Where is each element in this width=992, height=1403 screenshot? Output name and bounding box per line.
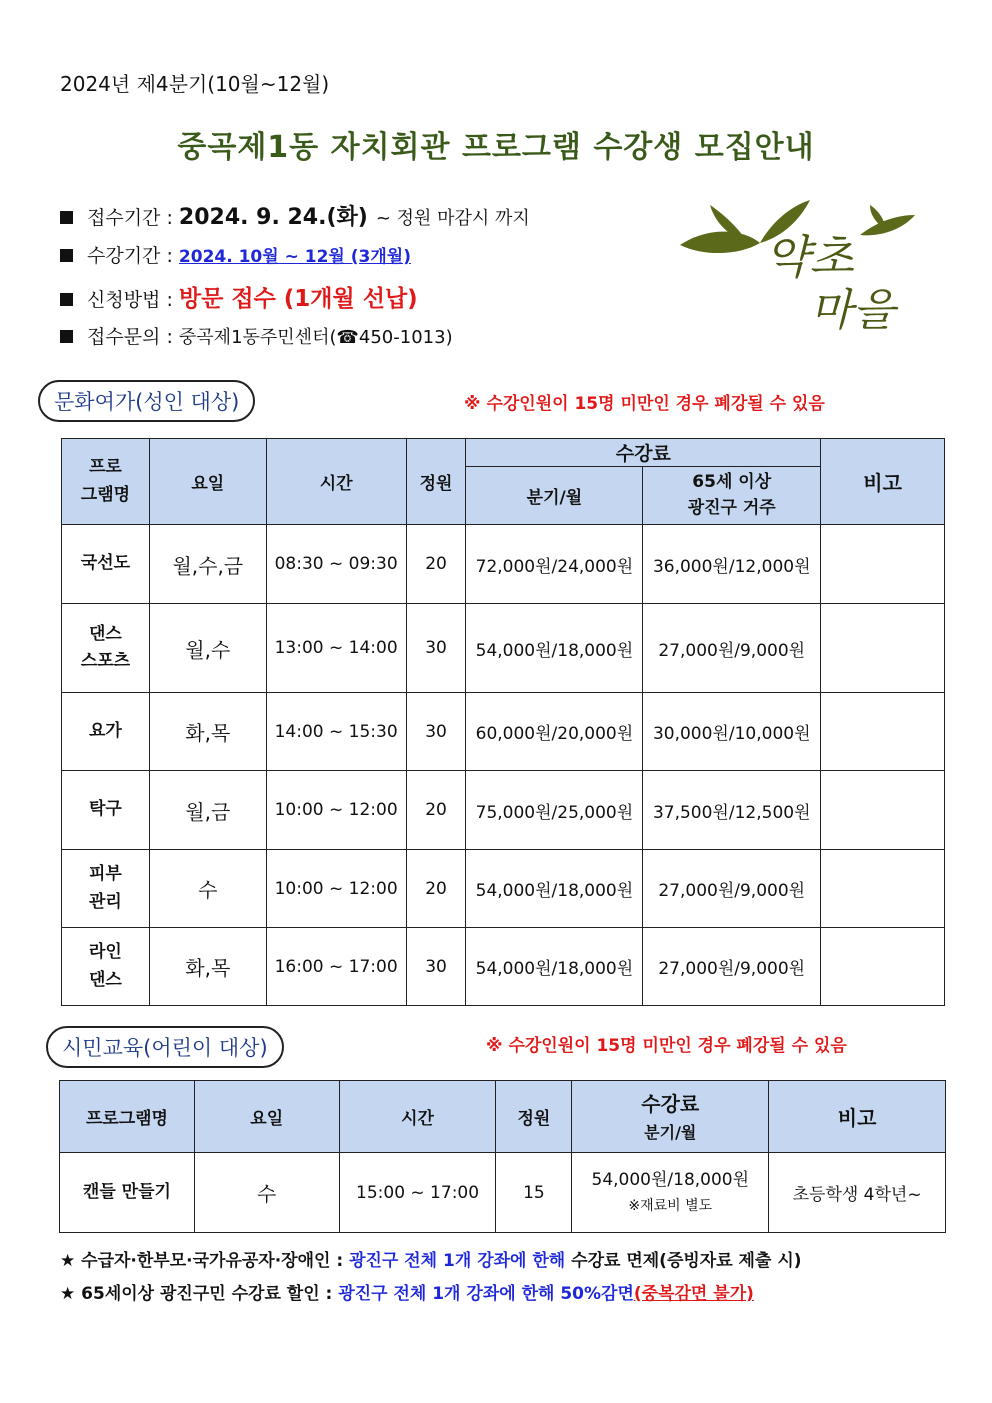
quarter-label: 2024년 제4분기(10월~12월) [60, 72, 330, 96]
program-note: 초등학생 4학년~ [769, 1153, 946, 1233]
reception-date: 2024. 9. 24.(화) [178, 205, 368, 230]
program-fee: 54,000원/18,000원 [466, 604, 643, 693]
program-capacity: 20 [406, 850, 466, 928]
table-row [60, 1153, 946, 1233]
program-day: 화,목 [149, 693, 266, 771]
square-bullet-icon [60, 211, 73, 224]
info-apply [60, 280, 418, 313]
logo-text-line1: 약초 [765, 230, 854, 284]
program-fee-senior: 37,500원/12,500원 [643, 771, 821, 850]
program-day: 수 [149, 850, 266, 928]
section-title-culture: 문화여가(성인 대상) [38, 380, 255, 422]
program-fee: 54,000원/18,000원 [466, 928, 643, 1006]
program-time: 08:30 ~ 09:30 [266, 525, 406, 604]
course-label: 수강기간 : [87, 245, 173, 267]
program-fee-senior: 27,000원/9,000원 [643, 604, 821, 693]
program-fee: 75,000원/25,000원 [466, 771, 643, 850]
closure-notice: ※ 수강인원이 15명 미만인 경우 폐강될 수 있음 [464, 394, 825, 414]
program-time: 13:00 ~ 14:00 [266, 604, 406, 693]
program-capacity: 30 [406, 693, 466, 771]
program-fee: 60,000원/20,000원 [466, 693, 643, 771]
info-inquiry [60, 322, 453, 349]
program-name: 댄스 스포츠 [62, 604, 150, 693]
program-time: 10:00 ~ 12:00 [266, 850, 406, 928]
footer-senior-discount: ★ 65세이상 광진구민 수강료 할인 : 광진구 전체 1개 강좌에 한해 50%감면(중복감면 불가) [60, 1284, 754, 1304]
program-note [821, 928, 945, 1006]
program-day: 월,수 [149, 604, 266, 693]
program-fee-senior: 27,000원/9,000원 [643, 928, 821, 1006]
program-day: 월,수,금 [149, 525, 266, 604]
header-capacity: 정원 [406, 439, 466, 525]
square-bullet-icon [60, 249, 73, 262]
program-capacity: 30 [406, 928, 466, 1006]
info-reception [60, 200, 530, 231]
herb-village-logo [670, 185, 920, 345]
page-title: 중곡제1동 자치회관 프로그램 수강생 모집안내 [177, 130, 815, 165]
program-name: 요가 [62, 693, 150, 771]
header-fee-quarter: 분기/월 [466, 467, 643, 525]
program-name: 캔들 만들기 [60, 1153, 195, 1233]
program-time: 15:00 ~ 17:00 [339, 1153, 496, 1233]
program-capacity: 20 [406, 525, 466, 604]
table-row [62, 525, 945, 604]
inquiry-label: 접수문의 : [87, 326, 173, 348]
program-note [821, 525, 945, 604]
inquiry-value: 중곡제1동주민센터(☎450-1013) [178, 327, 453, 348]
header-fee: 수강료 [466, 439, 821, 467]
logo-text-line2: 마을 [810, 285, 896, 336]
closure-notice: ※ 수강인원이 15명 미만인 경우 폐강될 수 있음 [486, 1036, 847, 1056]
program-name: 탁구 [62, 771, 150, 850]
header-time: 시간 [339, 1081, 496, 1153]
culture-program-table [61, 438, 945, 1006]
program-name: 라인 댄스 [62, 928, 150, 1006]
table-row [62, 604, 945, 693]
table-row [62, 771, 945, 850]
reception-note: ~ 정원 마감시 까지 [375, 208, 530, 229]
education-program-table [59, 1080, 946, 1233]
header-time: 시간 [266, 439, 406, 525]
program-note [821, 604, 945, 693]
program-fee-senior: 30,000원/10,000원 [643, 693, 821, 771]
table-row [62, 850, 945, 928]
header-note: 비고 [821, 439, 945, 525]
program-day: 월,금 [149, 771, 266, 850]
reception-label: 접수기간 : [87, 207, 173, 229]
program-fee: 72,000원/24,000원 [466, 525, 643, 604]
program-fee-senior: 27,000원/9,000원 [643, 850, 821, 928]
program-note [821, 771, 945, 850]
footer-exemption: ★ 수급자·한부모·국가유공자·장애인 : 광진구 전체 1개 강좌에 한해 수강료 면제(증빙자료 제출 시) [60, 1251, 802, 1271]
apply-method: 방문 접수 (1개월 선납) [178, 286, 418, 312]
square-bullet-icon [60, 330, 73, 343]
program-note [821, 850, 945, 928]
table-row [62, 693, 945, 771]
header-program: 프로 그램명 [62, 439, 150, 525]
square-bullet-icon [60, 293, 73, 306]
program-name: 피부 관리 [62, 850, 150, 928]
program-capacity: 30 [406, 604, 466, 693]
info-course [60, 241, 411, 268]
program-note [821, 693, 945, 771]
apply-label: 신청방법 : [87, 289, 173, 311]
course-period: 2024. 10월 ~ 12월 (3개월) [178, 247, 411, 267]
header-program: 프로그램명 [60, 1081, 195, 1153]
program-time: 16:00 ~ 17:00 [266, 928, 406, 1006]
header-day: 요일 [194, 1081, 339, 1153]
section-title-education: 시민교육(어린이 대상) [46, 1026, 284, 1068]
program-time: 10:00 ~ 12:00 [266, 771, 406, 850]
program-name: 국선도 [62, 525, 150, 604]
program-time: 14:00 ~ 15:30 [266, 693, 406, 771]
header-note: 비고 [769, 1081, 946, 1153]
program-fee-senior: 36,000원/12,000원 [643, 525, 821, 604]
program-capacity: 15 [496, 1153, 572, 1233]
program-fee: 54,000원/18,000원 ※재료비 별도 [572, 1153, 769, 1233]
program-day: 화,목 [149, 928, 266, 1006]
header-fee: 수강료 분기/월 [572, 1081, 769, 1153]
header-day: 요일 [149, 439, 266, 525]
header-capacity: 정원 [496, 1081, 572, 1153]
table-row [62, 928, 945, 1006]
program-day: 수 [194, 1153, 339, 1233]
program-fee: 54,000원/18,000원 [466, 850, 643, 928]
program-capacity: 20 [406, 771, 466, 850]
header-fee-senior: 65세 이상 광진구 거주 [643, 467, 821, 525]
